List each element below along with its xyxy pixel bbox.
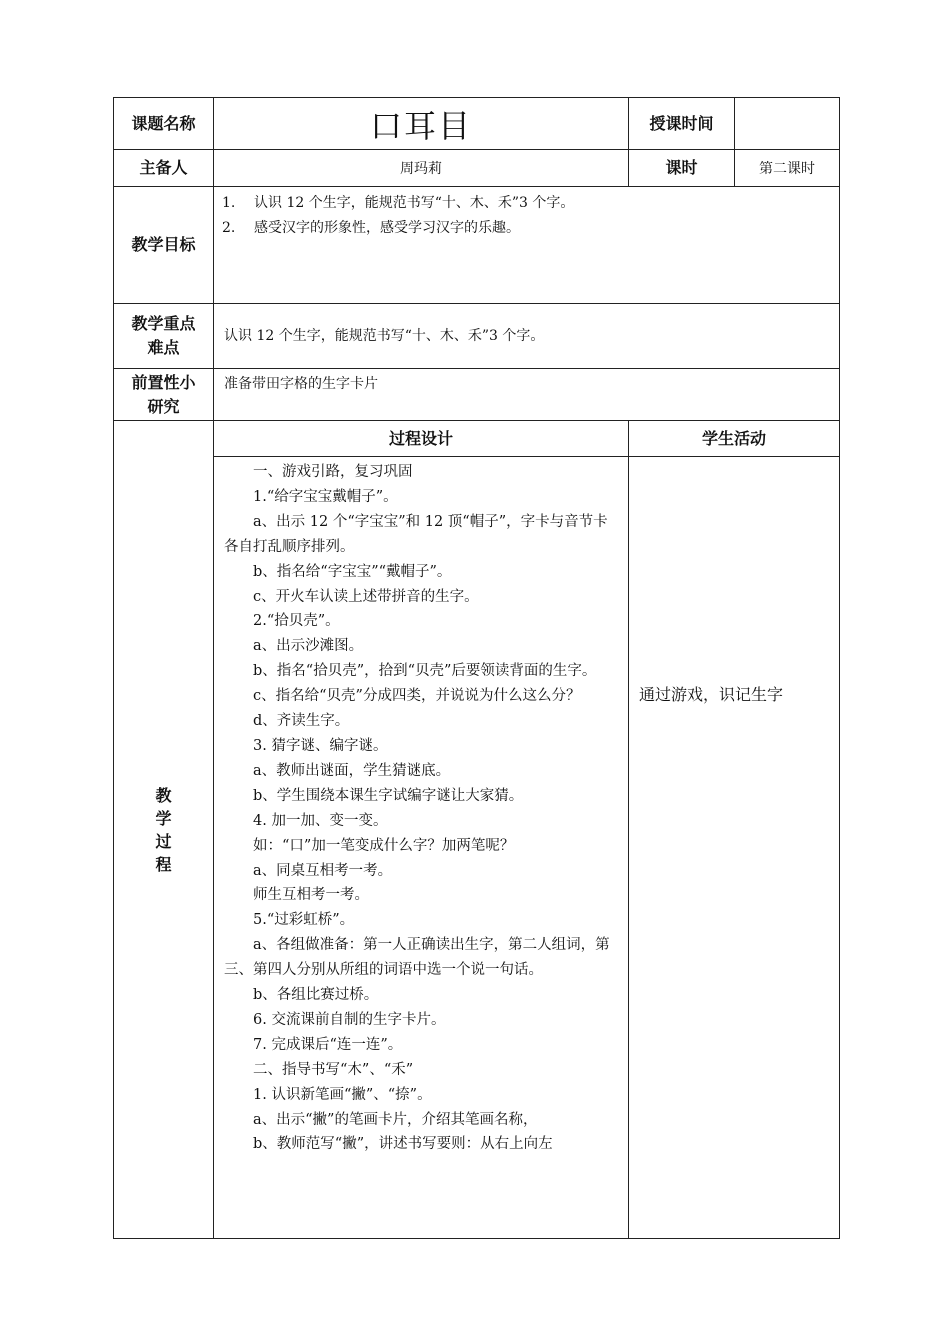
process-body-row <box>114 457 840 1239</box>
goal-text: 感受汉字的形象性，感受学习汉字的乐趣。 <box>254 220 520 236</box>
goal-number: 2. <box>222 220 236 236</box>
period-value: 第二课时 <box>735 150 840 187</box>
process-paragraph: b、学生围绕本课生字试编字谜让大家猜。 <box>253 787 524 804</box>
preview-label-line1: 前置性小 <box>131 372 196 392</box>
process-paragraph: b、指名给“字宝宝”“戴帽子”。 <box>253 563 452 580</box>
preparer-value: 周玛莉 <box>214 150 629 187</box>
process-label-char: 程 <box>155 854 172 874</box>
process-paragraph: a、各组做准备：第一人正确读出生字，第二人组词，第三、第四人分别从所组的词语中选一个说一句话。 <box>224 937 610 979</box>
process-paragraph: 4. 加一加、变一变。 <box>253 812 388 829</box>
lesson-plan-table <box>113 97 840 1239</box>
process-label-char: 学 <box>155 808 172 828</box>
activity-header: 学生活动 <box>629 421 840 457</box>
process-paragraph: c、指名给“贝壳”分成四类，并说说为什么这么分？ <box>253 688 581 705</box>
goals-label: 教学目标 <box>114 187 214 304</box>
goals-row <box>114 187 840 304</box>
process-paragraph: a、出示沙滩图。 <box>253 638 364 655</box>
process-paragraph: 二、指导书写“木”、“禾” <box>253 1061 414 1078</box>
preparer-label: 主备人 <box>114 150 214 187</box>
process-paragraph: 6. 交流课前自制的生字卡片。 <box>253 1011 446 1028</box>
preview-row <box>114 369 840 421</box>
design-header: 过程设计 <box>214 421 629 457</box>
activity-text: 通过游戏，识记生字 <box>629 457 840 1239</box>
process-paragraph: 1.“给字宝宝戴帽子”。 <box>253 488 398 505</box>
topic-label: 课题名称 <box>114 98 214 150</box>
process-paragraph: b、各组比赛过桥。 <box>253 987 379 1004</box>
preview-label <box>114 369 214 421</box>
time-value <box>735 98 840 150</box>
process-paragraph: 师生互相考一考。 <box>253 887 369 904</box>
process-paragraph: 1. 认识新笔画“撇”、“捺”。 <box>253 1086 432 1103</box>
key-points-label-line1: 教学重点 <box>131 314 196 333</box>
process-label <box>114 421 214 1239</box>
process-paragraph: 7. 完成课后“连一连”。 <box>253 1036 403 1053</box>
preview-text: 准备带田字格的生字卡片 <box>214 369 840 421</box>
goals-list <box>214 187 840 304</box>
time-label: 授课时间 <box>629 98 735 150</box>
key-points-row <box>114 304 840 369</box>
process-label-char: 教 <box>155 785 172 805</box>
topic-row <box>114 98 840 150</box>
key-points-label-line2: 难点 <box>147 338 180 357</box>
process-paragraph: b、指名“拾贝壳”，拾到“贝壳”后要领读背面的生字。 <box>253 663 597 680</box>
process-paragraph: 一、游戏引路，复习巩固 <box>253 464 413 480</box>
process-paragraph: c、开火车认读上述带拼音的生字。 <box>253 588 479 605</box>
key-points-label <box>114 304 214 369</box>
process-paragraph: a、教师出谜面，学生猜谜底。 <box>253 762 451 779</box>
process-paragraph: a、出示“撇”的笔画卡片，介绍其笔画名称， <box>253 1111 538 1128</box>
preparer-row <box>114 150 840 187</box>
preview-label-line2: 研究 <box>147 396 180 416</box>
process-paragraph: 如：“口”加一笔变成什么字？加两笔呢？ <box>253 837 515 854</box>
process-design-content <box>214 457 629 1239</box>
process-paragraph: a、出示 12 个“字宝宝”和 12 顶“帽子”，字卡与音节卡各自打乱顺序排列。 <box>224 513 608 555</box>
topic-title: 口耳目 <box>214 98 629 150</box>
process-label-char: 过 <box>155 831 172 851</box>
goal-item <box>222 191 831 216</box>
process-paragraph: d、齐读生字。 <box>253 713 350 730</box>
goal-number: 1. <box>222 195 236 211</box>
process-paragraph: 2.“拾贝壳”。 <box>253 613 340 630</box>
key-points-text: 认识 12 个生字，能规范书写“十、木、禾”3 个字。 <box>214 304 840 369</box>
process-paragraph: 3. 猜字谜、编字谜。 <box>253 737 388 754</box>
goal-item <box>222 216 831 241</box>
goal-text: 认识 12 个生字，能规范书写“十、木、禾”3 个字。 <box>254 195 575 211</box>
process-header-row <box>114 421 840 457</box>
process-paragraph: a、同桌互相考一考。 <box>253 862 393 879</box>
process-paragraph: b、教师范写“撇”，讲述书写要则：从右上向左 <box>253 1136 553 1153</box>
period-label: 课时 <box>629 150 735 187</box>
process-paragraph: 5.“过彩虹桥”。 <box>253 912 355 929</box>
